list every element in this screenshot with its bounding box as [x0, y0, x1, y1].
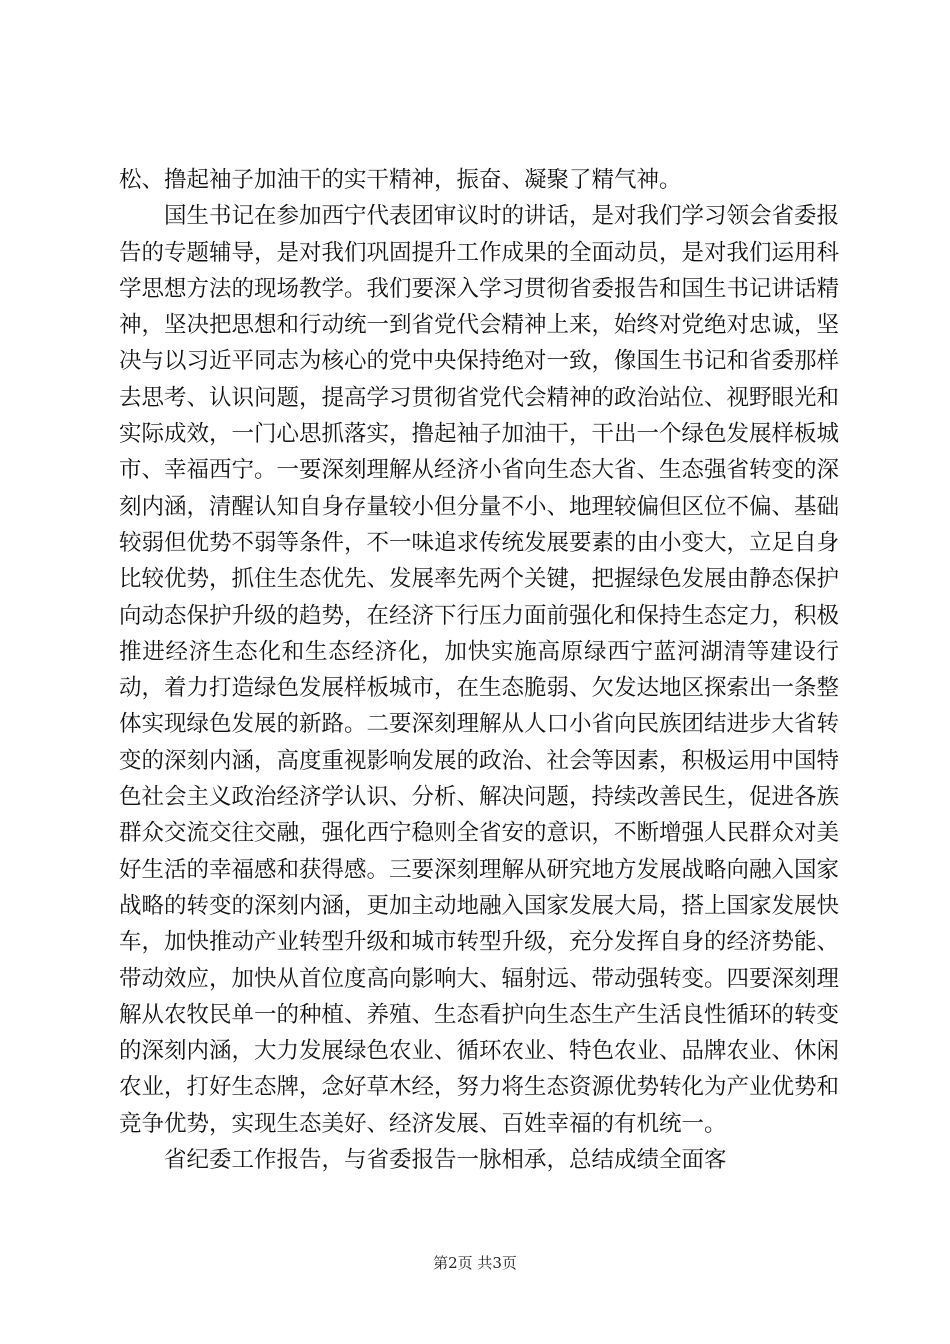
page-footer: 第2页 共3页 [433, 1254, 517, 1272]
paragraph-speech-study: 国生书记在参加西宁代表团审议时的讲话，是对我们学习领会省委报告的专题辅导，是对我们巩固提升工作成果的全面动员，是对我们运用科学思想方法的现场教学。我们要深入学习贯彻省委报告和国生书记讲话精神，坚决把思想和行动统一到省党代会精神上来，始终对党绝对忠诚，坚决与以习近平同志为核心的党中央保持绝对一致，像国生书记和省委那样去思考、认识问题，提高学习贯彻省党代会精神的政治站位、视野眼光和实际成效，一门心思抓落实，撸起袖子加油干，干出一个绿色发展样板城市、幸福西宁。一要深刻理解从经济小省向生态大省、生态强省转变的深刻内涵，清醒认知自身存量较小但分量不小、地理较偏但区位不偏、基础较弱但优势不弱等条件，不一味追求传统发展要素的由小变大，立足自身比较优势，抓住生态优先、发展率先两个关键，把握绿色发展由静态保护向动态保护升级的趋势，在经济下行压力面前强化和保持生态定力，积极推进经济生态化和生态经济化，加快实施高原绿西宁蓝河湖清等建设行动，着力打造绿色发展样板城市，在生态脆弱、欠发达地区探索出一条整体实现绿色发展的新路。二要深刻理解从人口小省向民族团结进步大省转变的深刻内涵，高度重视影响发展的政治、社会等因素，积极运用中国特色社会主义政治经济学认识、分析、解决问题，持续改善民生，促进各族群众交流交往交融，强化西宁稳则全省安的意识，不断增强人民群众对美好生活的幸福感和获得感。三要深刻理解从研究地方发展战略向融入国家战略的转变的深刻内涵，更加主动地融入国家发展大局，搭上国家发展快车，加快推动产业转型升级和城市转型升级，充分发挥自身的经济势能、带动效应，加快从首位度高向影响大、辐射远、带动强转变。四要深刻理解从农牧民单一的种植、养殖、生态看护向生态生产生活良性循环的转变的深刻内涵，大力发展绿色农业、循环农业、特色农业、品牌农业、休闲农业，打好生态牌，念好草木经，努力将生态资源优势转化为产业优势和竞争优势，实现生态美好、经济发展、百姓幸福的有机统一。 [119, 203, 840, 1137]
paragraph-discipline-report: 省纪委工作报告，与省委报告一脉相承，总结成绩全面客 [164, 1147, 727, 1174]
document-body [119, 162, 839, 1178]
paragraph-continuation: 松、撸起袖子加油干的实干精神，振奋、凝聚了精气神。 [119, 167, 682, 193]
